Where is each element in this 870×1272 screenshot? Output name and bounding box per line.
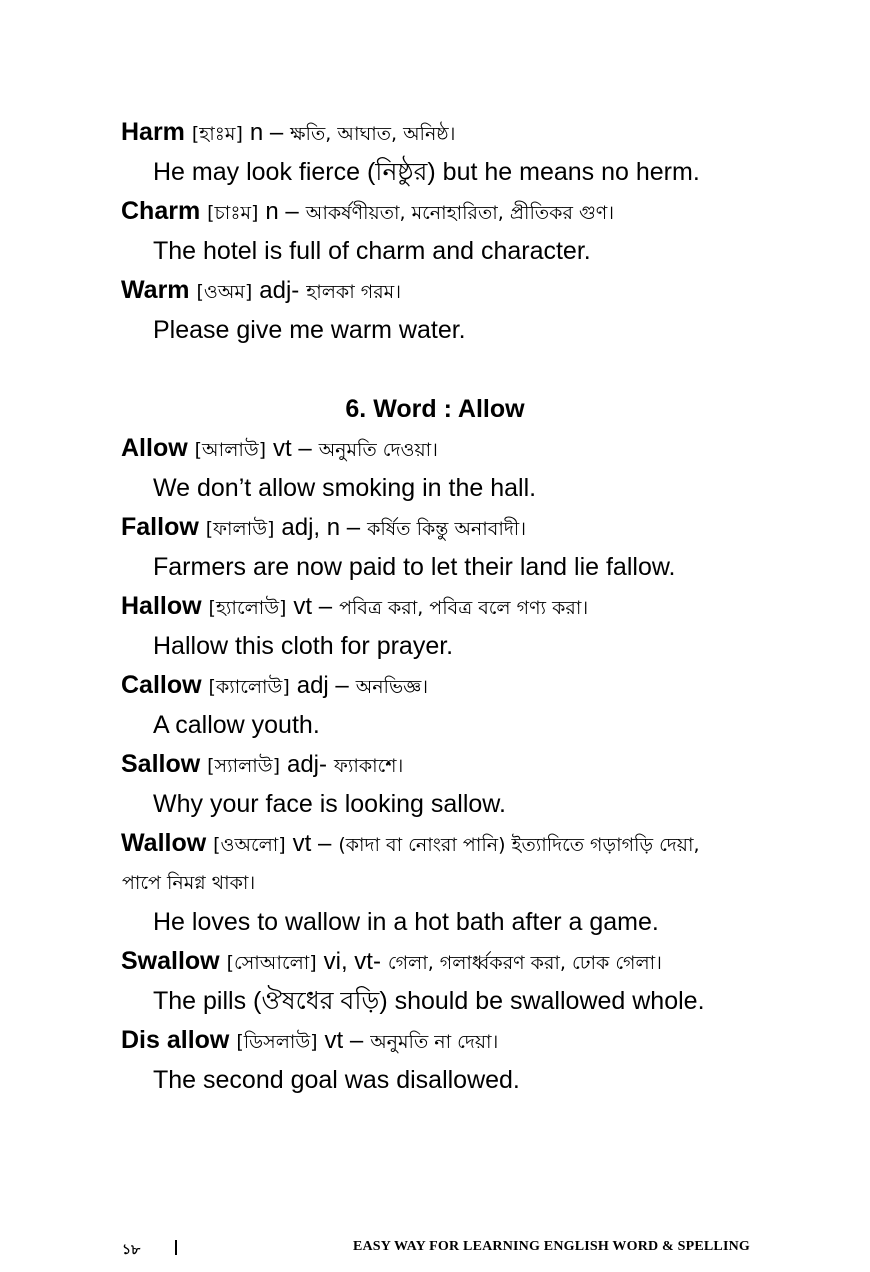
example-sentence: We don’t allow smoking in the hall. <box>153 474 537 502</box>
headword: Wallow <box>121 829 207 857</box>
example-sentence: Please give me warm water. <box>153 316 466 344</box>
headword: Swallow <box>121 947 220 975</box>
entry-head-warm <box>121 275 401 307</box>
headword: Sallow <box>121 750 201 778</box>
headword: Dis allow <box>121 1026 230 1054</box>
pronunciation: [স্যালাউ] <box>207 755 281 777</box>
pronunciation: [ওঅলো] <box>213 834 286 856</box>
part-of-speech: vi, vt- <box>323 948 381 975</box>
part-of-speech: adj – <box>296 672 349 699</box>
headword: Hallow <box>121 592 202 620</box>
part-of-speech: n – <box>265 198 299 225</box>
example-sentence: Why your face is looking sallow. <box>153 790 506 818</box>
example-sentence: He may look fierce (নিষ্ঠুর) but he means no herm. <box>153 158 700 186</box>
definition: গেলা, গলার্ধ্বকরণ করা, ঢোক গেলা। <box>387 952 662 974</box>
example-sentence: The second goal was disallowed. <box>153 1066 520 1094</box>
example-sentence: Farmers are now paid to let their land lie fallow. <box>153 553 676 581</box>
entry-head-fallow <box>121 512 526 544</box>
pronunciation: [ক্যালোউ] <box>208 676 290 698</box>
example-sentence: A callow youth. <box>153 711 320 739</box>
entry-head-hallow <box>121 591 588 623</box>
headword: Fallow <box>121 513 199 541</box>
example-sentence: Hallow this cloth for prayer. <box>153 632 454 660</box>
definition: কর্ষিত কিন্তু অনাবাদী। <box>367 518 527 540</box>
pronunciation: [সোআলো] <box>226 952 317 974</box>
part-of-speech: adj- <box>259 277 300 304</box>
example-sentence: The hotel is full of charm and character. <box>153 237 591 265</box>
headword: Allow <box>121 434 188 462</box>
entry-head-charm <box>121 196 614 228</box>
part-of-speech: adj- <box>286 751 327 778</box>
pronunciation: [ফালাউ] <box>205 518 275 540</box>
headword: Warm <box>121 276 190 304</box>
part-of-speech: vt – <box>293 593 333 620</box>
part-of-speech: vt – <box>324 1027 364 1054</box>
headword: Charm <box>121 197 201 225</box>
part-of-speech: n – <box>249 119 284 146</box>
book-title: EASY WAY FOR LEARNING ENGLISH WORD & SPELLING <box>352 1239 750 1254</box>
entry-head-callow <box>121 670 428 702</box>
pronunciation: [ডিসলাউ] <box>236 1031 318 1053</box>
pronunciation: [হ্যালোউ] <box>208 597 287 619</box>
entry-head-harm <box>121 117 455 149</box>
definition-continued: পাপে নিমগ্ন থাকা। <box>122 872 256 894</box>
definition: অনভিজ্ঞ। <box>355 676 429 698</box>
entry-head-allow <box>121 433 438 465</box>
entry-head-swallow <box>121 946 662 978</box>
part-of-speech: vt – <box>292 830 332 857</box>
headword: Harm <box>121 118 185 146</box>
example-sentence: The pills (ঔষধের বড়ি) should be swallowed whole. <box>153 987 705 1015</box>
pronunciation: [চাঃম] <box>207 202 259 224</box>
headword: Callow <box>121 671 202 699</box>
pronunciation: [আলাউ] <box>194 439 267 461</box>
pronunciation: [হাঃম] <box>191 123 243 145</box>
definition: (কাদা বা নোংরা পানি) ইত্যাদিতে গড়াগড়ি দেয়া, <box>338 834 700 856</box>
definition: ফ্যাকাশে। <box>333 755 404 777</box>
section-title: 6. Word : Allow <box>345 395 525 423</box>
pronunciation: [ওঅম] <box>196 281 253 303</box>
page-footer <box>0 1238 870 1262</box>
definition: অনুমতি দেওয়া। <box>318 439 438 461</box>
part-of-speech: vt – <box>273 435 312 462</box>
definition: হালকা গরম। <box>306 281 401 303</box>
definition: আকর্ষণীয়তা, মনোহারিতা, প্রীতিকর গুণ। <box>305 202 615 224</box>
part-of-speech: adj, n – <box>281 514 361 541</box>
entry-head-disallow <box>121 1025 498 1057</box>
footer-divider <box>175 1240 177 1255</box>
example-sentence: He loves to wallow in a hot bath after a game. <box>153 908 659 936</box>
entry-head-sallow <box>121 749 403 781</box>
definition: ক্ষতি, আঘাত, অনিষ্ঠ। <box>290 123 456 145</box>
page-number: ১৮ <box>122 1242 141 1258</box>
definition: অনুমতি না দেয়া। <box>370 1031 499 1053</box>
entry-head-wallow <box>121 828 700 860</box>
definition: পবিত্র করা, পবিত্র বলে গণ্য করা। <box>339 597 589 619</box>
